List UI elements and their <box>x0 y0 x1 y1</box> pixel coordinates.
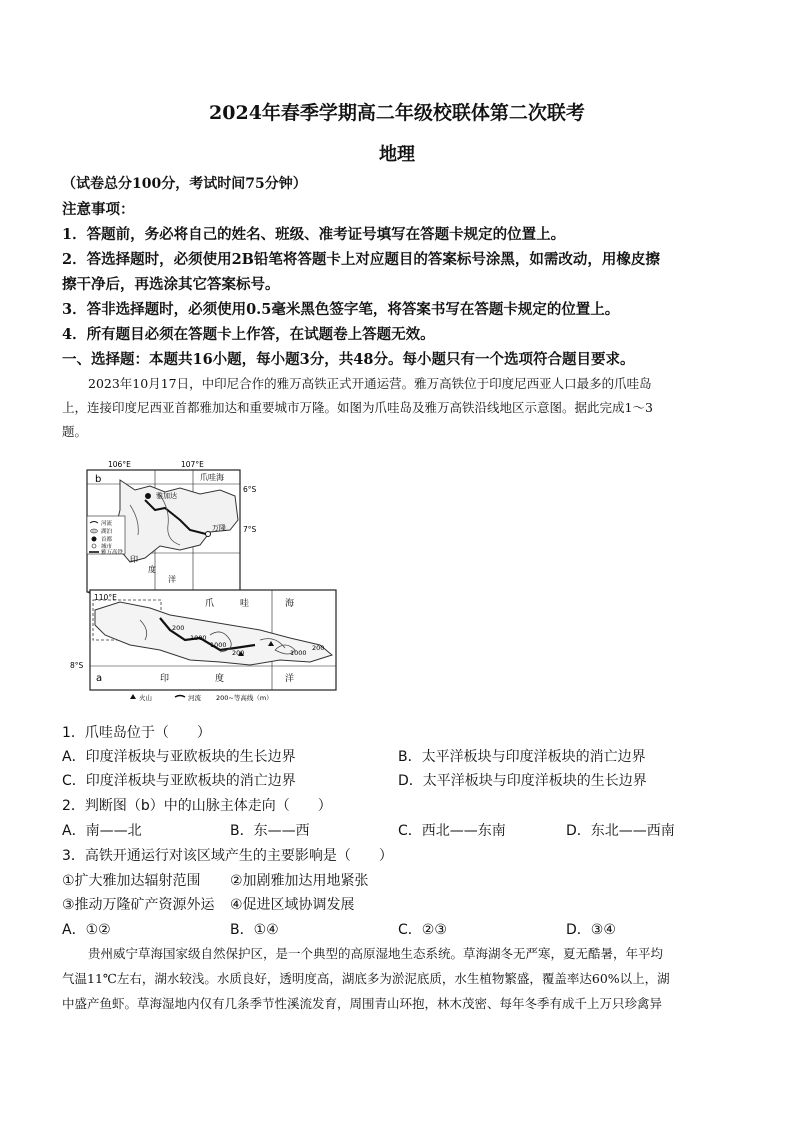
panel-b-label: b <box>95 474 102 485</box>
subject-title: 地理 <box>379 144 415 165</box>
city-label: 万隆 <box>212 524 226 532</box>
passage-line: 2023年10月17日，中印尼合作的雅万高铁正式开通运营。雅万高铁位于印度尼西亚人口最多的爪哇岛 <box>88 376 652 391</box>
map-panel-a <box>70 590 336 702</box>
lon-label: 107°E <box>181 460 204 469</box>
notice-item: 4．所有题目必须在答题卡上作答，在试题卷上答题无效。 <box>62 326 435 343</box>
legend-item: 河流 <box>188 694 201 702</box>
ocean-label: 印 <box>130 555 138 564</box>
question-option: C．印度洋板块与亚欧板块的消亡边界 <box>62 773 296 789</box>
passage-line: 中盛产鱼虾。草海湿地内仅有几条季节性溪流发育，周围青山环抱，林木茂密、每年冬季有成千上万只珍禽异 <box>62 996 663 1011</box>
passage-line: 气温11℃左右，湖水较浅。水质良好，透明度高，湖底多为淤泥底质，水生植物繁盛，覆盖率达60%以上，湖 <box>62 971 670 986</box>
question-option: B．太平洋板块与印度洋板块的消亡边界 <box>398 749 646 765</box>
ocean-label: 印 <box>160 674 170 684</box>
ocean-label: 度 <box>148 565 156 574</box>
contour-label: 1000 <box>190 634 207 642</box>
java-map-figure <box>60 450 350 710</box>
sea-label: 爪 <box>205 599 215 609</box>
question-option: B．①④ <box>230 922 279 938</box>
question-stem: 1．爪哇岛位于（ ） <box>62 725 211 741</box>
notice-heading: 注意事项： <box>62 201 135 218</box>
contour-label: 200 <box>312 644 325 652</box>
legend-item: 雅万高铁 <box>101 550 124 556</box>
contour-label: 1000 <box>290 649 307 657</box>
notice-item: 3．答非选择题时，必须使用0.5毫米黑色签字笔，将答案书写在答题卡规定的位置上。 <box>62 301 620 318</box>
question-stem: 3．高铁开通运行对该区域产生的主要影响是（ ） <box>62 848 393 864</box>
contour-label: 1000 <box>210 641 227 649</box>
legend-item: 火山 <box>139 694 152 702</box>
question-option: C．②③ <box>398 922 447 938</box>
question-option: D．③④ <box>566 922 616 938</box>
question-statement: ①扩大雅加达辐射范围 <box>62 873 201 889</box>
ocean-label: 洋 <box>168 575 176 584</box>
notice-item: 2．答选择题时，必须使用2B铅笔将答题卡上对应题目的答案标号涂黑，如需改动，用橡皮擦 <box>62 251 660 268</box>
legend-item: 200~等高线（m） <box>216 694 273 702</box>
question-option: B．东——西 <box>230 823 310 839</box>
question-option: A．印度洋板块与亚欧板块的生长边界 <box>62 749 296 765</box>
lat-label: 6°S <box>243 485 257 494</box>
exam-info: （试卷总分100分，考试时间75分钟） <box>62 176 307 192</box>
question-option: A．①② <box>62 922 111 938</box>
section-heading: 一、选择题：本题共16小题，每小题3分，共48分。每小题只有一个选项符合题目要求。 <box>62 351 635 368</box>
notice-item: 1．答题前，务必将自己的姓名、班级、准考证号填写在答题卡规定的位置上。 <box>62 226 566 243</box>
question-stem: 2．判断图（b）中的山脉主体走向（ ） <box>62 798 332 814</box>
passage-line: 上，连接印度尼西亚首都雅加达和重要城市万隆。如图为爪哇岛及雅万高铁沿线地区示意图。据此完成1～3 <box>62 400 653 415</box>
ocean-label: 洋 <box>285 674 295 684</box>
lon-label: 110°E <box>94 593 117 602</box>
legend-item: 城市 <box>101 544 113 550</box>
map-panel-b <box>87 460 257 592</box>
notice-item: 擦干净后，再选涂其它答案标号。 <box>62 276 280 293</box>
ocean-label: 度 <box>215 674 225 684</box>
exam-title: 2024年春季学期高二年级校联体第二次联考 <box>209 102 585 124</box>
lat-label: 8°S <box>70 661 84 670</box>
legend-item: 湖泊 <box>101 529 113 535</box>
legend-item: 首都 <box>101 537 113 543</box>
question-option: C．西北——东南 <box>398 823 506 839</box>
question-statement: ④促进区域协调发展 <box>230 897 355 913</box>
lon-label: 106°E <box>108 460 131 469</box>
panel-a-label: a <box>96 673 103 684</box>
sea-label: 爪哇海 <box>200 473 224 482</box>
question-option: D．东北——西南 <box>566 823 675 839</box>
question-statement: ②加剧雅加达用地紧张 <box>230 873 369 889</box>
sea-label: 海 <box>285 599 295 609</box>
question-statement: ③推动万隆矿产资源外运 <box>62 897 215 913</box>
sea-label: 哇 <box>240 599 250 609</box>
passage-line: 题。 <box>62 424 88 439</box>
passage-line: 贵州威宁草海国家级自然保护区，是一个典型的高原湿地生态系统。草海湖冬无严寒，夏无酷暑，年平均 <box>88 946 664 961</box>
city-label: 雅加达 <box>156 492 177 500</box>
contour-label: 200 <box>172 624 185 632</box>
lat-label: 7°S <box>243 525 257 534</box>
question-option: D．太平洋板块与印度洋板块的生长边界 <box>398 773 647 789</box>
legend-item: 河流 <box>101 521 113 527</box>
contour-label: 200 <box>232 649 245 657</box>
question-option: A．南——北 <box>62 823 142 839</box>
